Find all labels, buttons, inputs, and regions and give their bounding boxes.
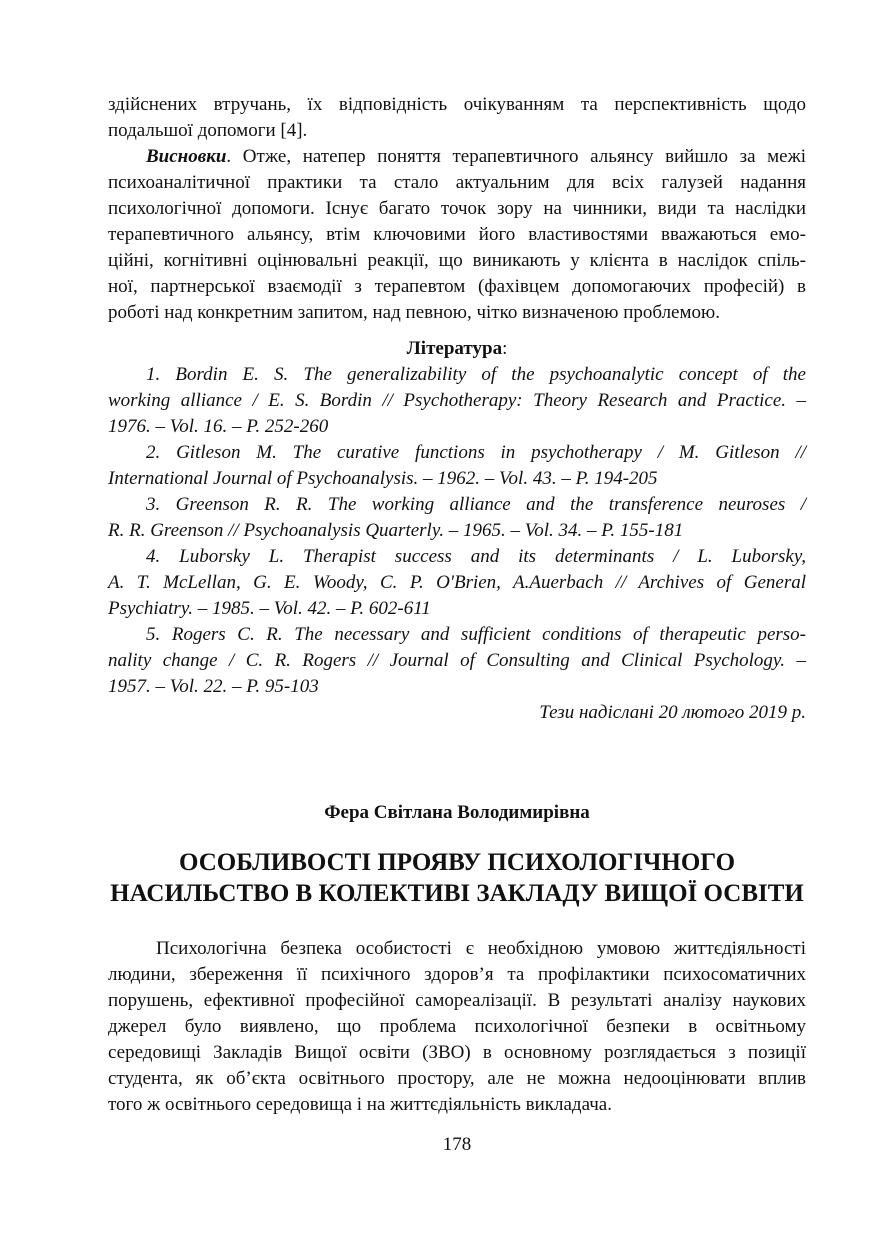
references-heading: Література:	[406, 338, 508, 359]
article-body-line: джерел було виявлено, що проблема психологічної безпеки в освітньому	[108, 1016, 806, 1037]
article-body-line: людини, збереження її психічного здоров’я та профілактики психосоматичних	[108, 964, 806, 985]
article-body-line: студента, як об’єкта освітнього простору, але не можна недооцінювати вплив	[108, 1068, 806, 1089]
article-author: Фера Світлана Володимирівна	[324, 802, 590, 823]
reference-item-1: working alliance / E. S. Bordin // Psychotherapy: Theory Research and Practice. –	[108, 390, 806, 411]
reference-item-5: 5. Rogers C. R. The necessary and sufficient conditions of therapeutic perso-	[146, 624, 806, 645]
article-body-line: середовищі Закладів Вищої освіти (ЗВО) в основному розглядається з позиції	[108, 1042, 806, 1063]
submission-date: Тези надіслані 20 лютого 2019 р.	[539, 702, 806, 723]
reference-item-5: nality change / C. R. Rogers // Journal of Consulting and Clinical Psychology. –	[108, 650, 806, 671]
body-line: ної, партнерської взаємодії з терапевтом (фахівцем допомогаючих професій) в	[108, 276, 806, 297]
reference-item-2: 2. Gitleson M. The curative functions in psychotherapy / M. Gitleson //	[146, 442, 806, 463]
reference-item-4: A. T. McLellan, G. E. Woody, C. P. O'Brien, A.Auerbach // Archives of General	[108, 572, 806, 593]
reference-item-5: 1957. – Vol. 22. – P. 95-103	[108, 676, 319, 697]
reference-item-3: 3. Greenson R. R. The working alliance and the transference neuroses /	[146, 494, 806, 515]
page-number: 178	[442, 1134, 472, 1155]
body-line: подальшої допомоги [4].	[108, 120, 308, 141]
body-line: психоаналітичної практики та стало актуальним для всіх галузей надання	[108, 172, 806, 193]
body-line: здійснених втручань, їх відповідність очікуванням та перспективність щодо	[108, 94, 806, 115]
conclusions-label: Висновки	[146, 146, 227, 167]
reference-item-4: 4. Luborsky L. Therapist success and its determinants / L. Luborsky,	[146, 546, 806, 567]
article-body-line: того ж освітнього середовища і на життєдіяльність викладача.	[108, 1094, 612, 1115]
reference-item-1: 1. Bordin E. S. The generalizability of the psychoanalytic concept of the	[146, 364, 806, 385]
article-body-line: Психологічна безпека особистості є необхідною умовою життєдіяльності	[156, 938, 806, 959]
article-title-line: ОСОБЛИВОСТІ ПРОЯВУ ПСИХОЛОГІЧНОГО	[178, 849, 736, 876]
body-line: роботі над конкретним запитом, над певною, чітко визначеною проблемою.	[108, 302, 720, 323]
body-line: ційні, когнітивні оцінювальні реакції, що виникають у клієнта в наслідок спіль-	[108, 250, 806, 271]
article-body-line: порушень, ефективної професійної самореалізації. В результаті аналізу наукових	[108, 990, 806, 1011]
reference-item-2: International Journal of Psychoanalysis. – 1962. – Vol. 43. – P. 194-205	[108, 468, 658, 489]
body-line: психологічної допомоги. Існує багато точок зору на чинники, види та наслідки	[108, 198, 806, 219]
reference-item-4: Psychiatry. – 1985. – Vol. 42. – P. 602-611	[108, 598, 431, 619]
reference-item-1: 1976. – Vol. 16. – P. 252-260	[108, 416, 329, 437]
body-line: терапевтичного альянсу, втім ключовими його властивостями вважаються емо-	[108, 224, 806, 245]
reference-item-3: R. R. Greenson // Psychoanalysis Quarterly. – 1965. – Vol. 34. – P. 155-181	[108, 520, 684, 541]
conclusions-first-line: Висновки. Отже, натепер поняття терапевтичного альянсу вийшло за межі	[146, 146, 806, 167]
article-title-line: НАСИЛЬСТВО В КОЛЕКТИВІ ЗАКЛАДУ ВИЩОЇ ОСВІТИ	[110, 880, 804, 907]
